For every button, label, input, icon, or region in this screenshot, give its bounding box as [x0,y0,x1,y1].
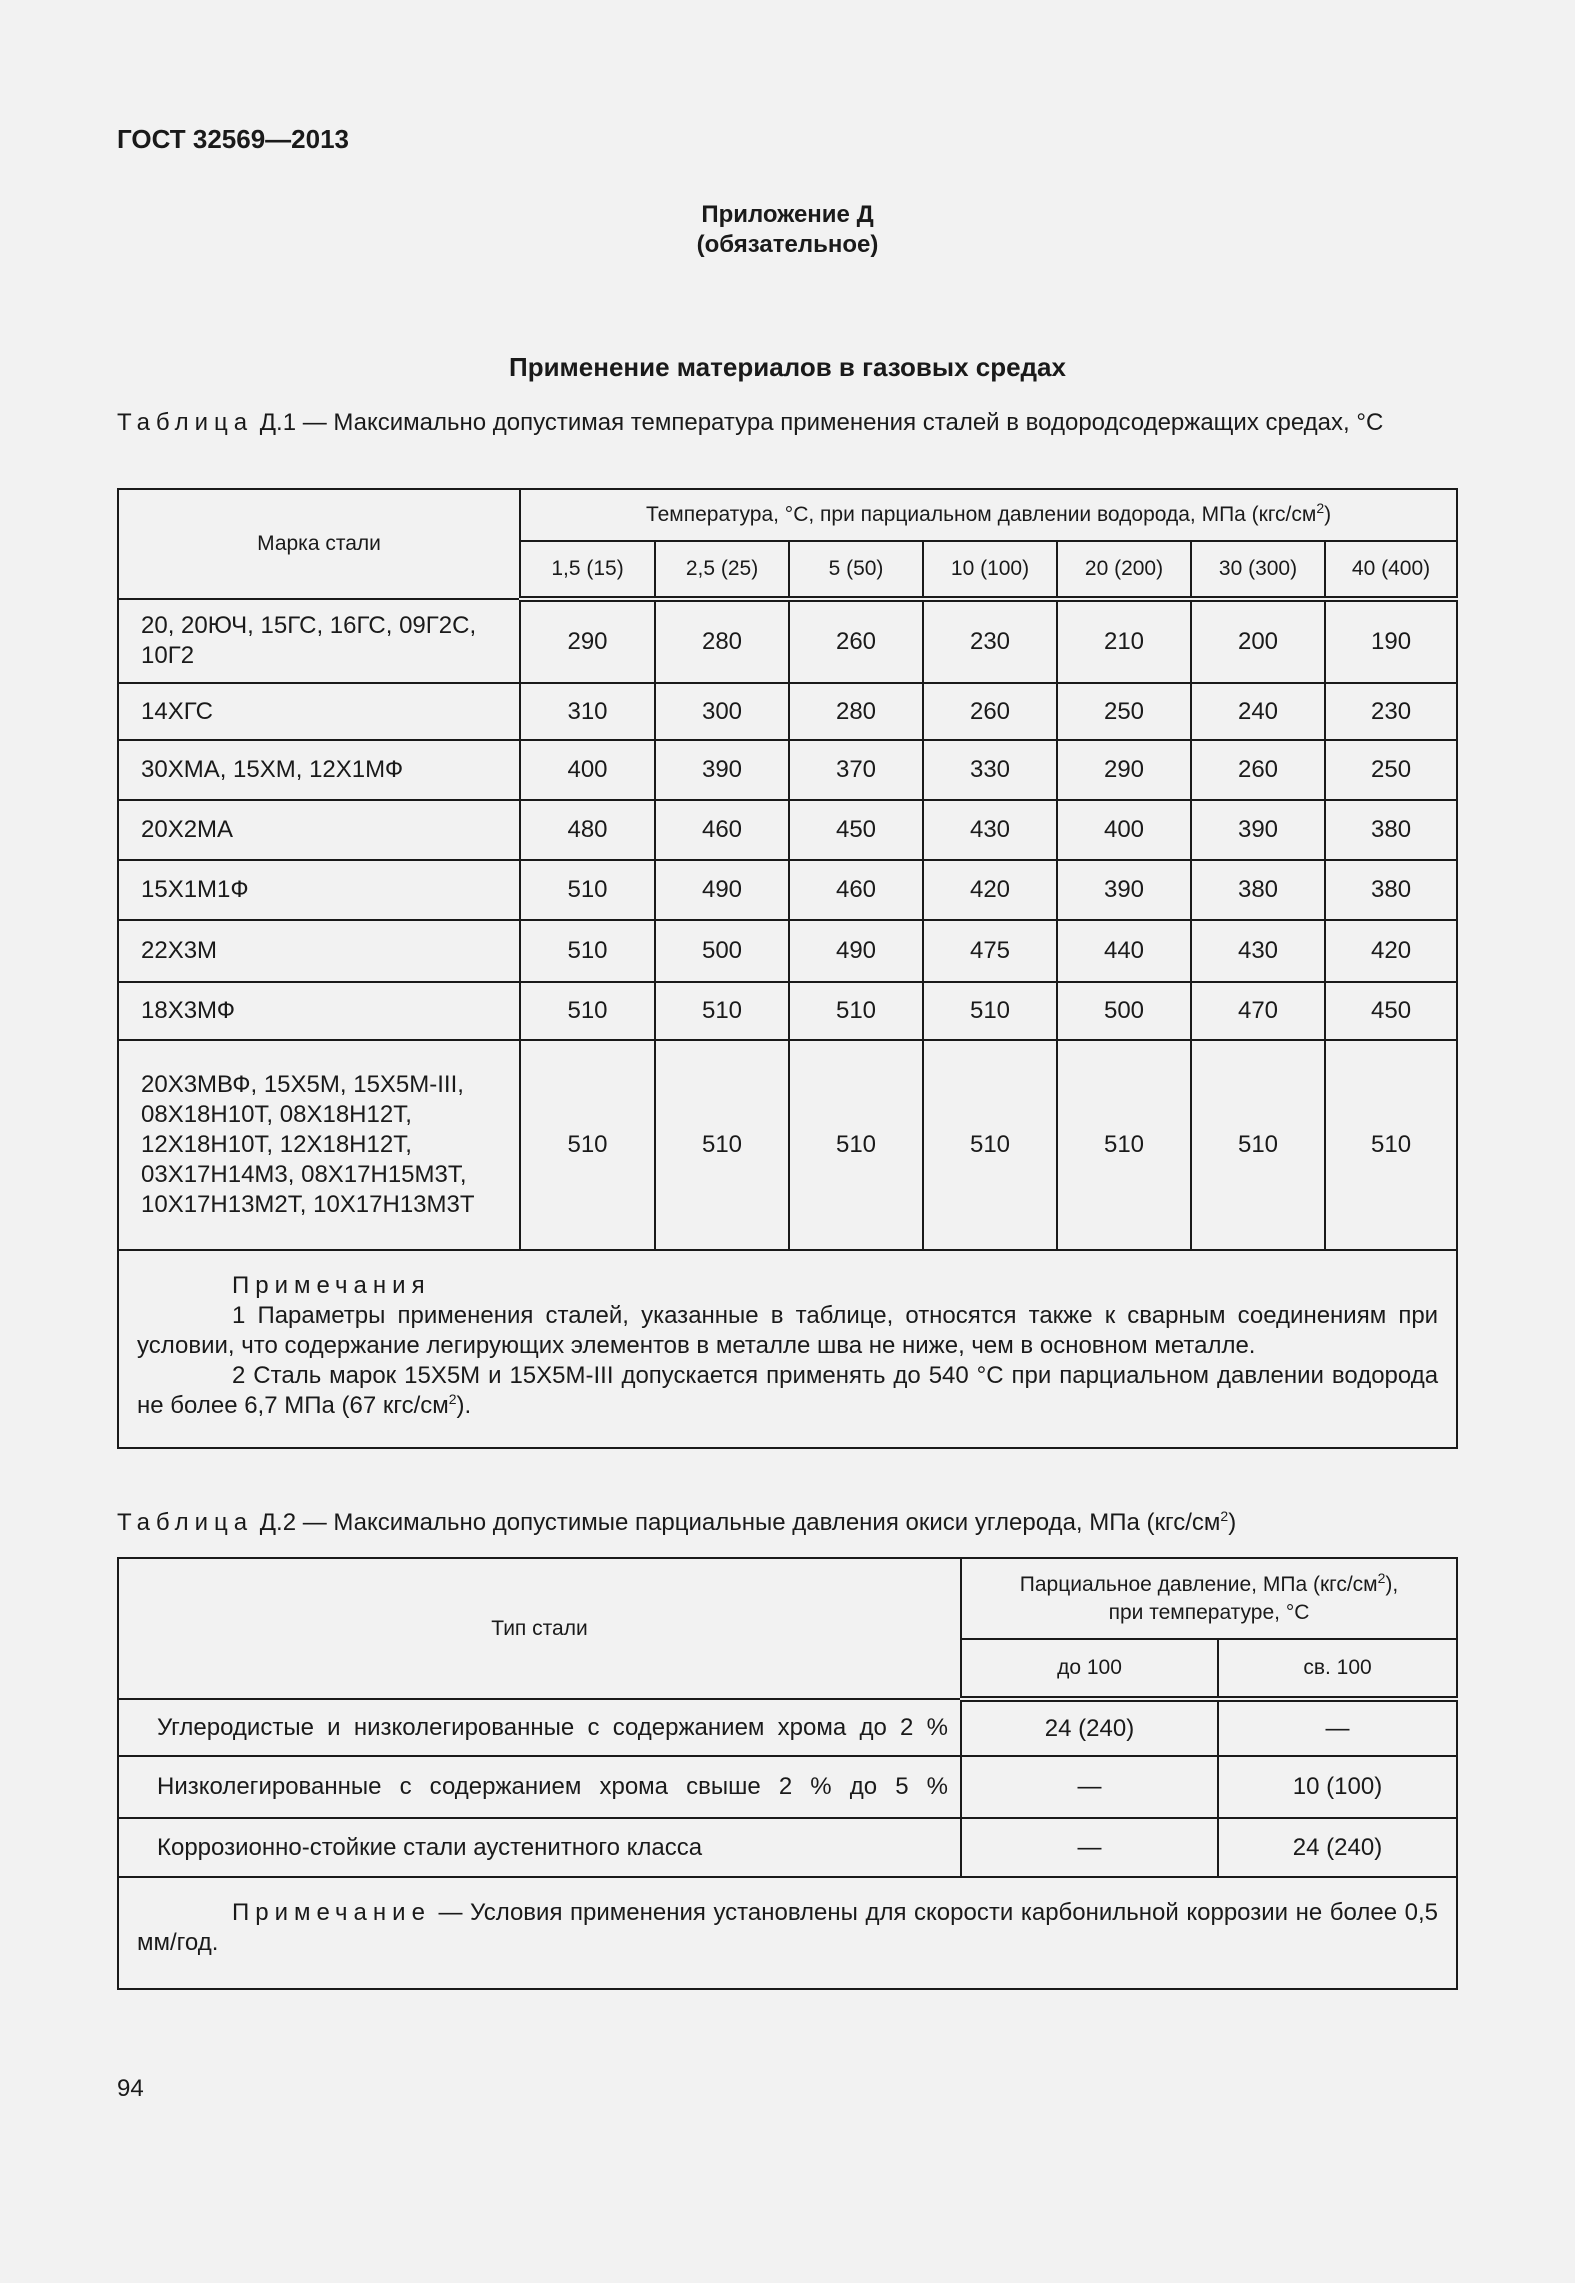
temperature-value: 310 [520,683,655,740]
temperature-value: 390 [655,740,789,800]
temperature-value: 420 [923,860,1057,920]
temperature-value: 500 [655,920,789,982]
col-header-pressure: Парциальное давление, МПа $(кгс/см^2)$, при температуре, °С [961,1558,1457,1639]
temperature-value: 370 [789,740,923,800]
pressure-value: 10 (100) [1218,1756,1457,1818]
temperature-value: 510 [520,920,655,982]
table2 [117,1557,1458,1990]
steel-type: Углеродистые и низколегированные с содержанием хрома до 2 % [118,1699,961,1756]
temperature-value: 260 [923,683,1057,740]
temperature-value: 430 [923,800,1057,860]
pressure-value: — [1218,1699,1457,1756]
section-title: Применение материалов в газовых средах [509,352,1066,382]
temperature-value: 450 [1325,982,1457,1040]
table-row [118,683,1457,740]
temperature-value: 510 [789,1040,923,1250]
pressure-value: 24 (240) [961,1699,1218,1756]
temperature-value: 510 [1191,1040,1325,1250]
page-number: 94 [117,2075,144,2102]
temperature-value: 230 [923,599,1057,683]
table-row [118,599,1457,683]
pressure-value: 24 (240) [1218,1818,1457,1877]
pressure-value: — [961,1756,1218,1818]
table2-caption: Таблица Д.2 — Максимально допустимые парциальные давления окиси углерода, МПа $(кгс/см^2)$ [117,1508,1237,1536]
steel-type: Низколегированные с содержанием хрома свыше 2 % до 5 % [118,1756,961,1818]
table-row [118,1040,1457,1250]
temperature-value: 250 [1325,740,1457,800]
table-row [118,860,1457,920]
col-header-temp-2: св. 100 [1218,1639,1457,1699]
col-header-pressure: 30 (300) [1191,541,1325,599]
col-header-pressure: 2,5 (25) [655,541,789,599]
temperature-value: 440 [1057,920,1191,982]
col-header-type: Тип стали [118,1558,961,1699]
steel-type: Коррозионно-стойкие стали аустенитного класса [118,1818,961,1877]
table1-notes: Примечания 1 Параметры применения сталей, указанные в таблице, относятся также к сварным соединениям при условии, что содержание легирующих элементов в металле шва не ниже, чем в основном металле. 2 Сталь марок 15Х5М и 15Х5М-III допускается применять до 540 °С при парциальном давлении водорода не более 6,7 МПа (67 кгс/$см^2$). [118,1250,1457,1448]
table1-caption: Таблица Д.1 — Максимально допустимая температура применения сталей в водородсодержащих средах, °С [117,409,1384,436]
col-header-pressure: 1,5 (15) [520,541,655,599]
temperature-value: 475 [923,920,1057,982]
temperature-value: 290 [520,599,655,683]
temperature-value: 510 [923,1040,1057,1250]
temperature-value: 460 [655,800,789,860]
temperature-value: 280 [655,599,789,683]
temperature-value: 490 [655,860,789,920]
appendix-title: Приложение Д [701,201,874,228]
temperature-value: 430 [1191,920,1325,982]
temperature-value: 380 [1191,860,1325,920]
temperature-value: 300 [655,683,789,740]
temperature-value: 510 [789,982,923,1040]
temperature-value: 380 [1325,800,1457,860]
temperature-value: 290 [1057,740,1191,800]
document-header: ГОСТ 32569—2013 [117,124,349,154]
temperature-value: 510 [923,982,1057,1040]
temperature-value: 250 [1057,683,1191,740]
steel-grade: 18Х3МФ [118,982,520,1040]
temperature-value: 400 [520,740,655,800]
steel-grade: 30ХМА, 15ХМ, 12Х1МФ [118,740,520,800]
temperature-value: 510 [520,1040,655,1250]
table-row [118,800,1457,860]
temperature-value: 510 [655,982,789,1040]
temperature-value: 400 [1057,800,1191,860]
table-row [118,982,1457,1040]
steel-grade: 20Х3МВФ, 15Х5М, 15Х5М-III, 08Х18Н10Т, 08Х18Н12Т, 12Х18Н10Т, 12Х18Н12Т, 03Х17Н14М3, 08Х17Н15М3Т, 10Х17Н13М2Т, 10Х17Н13М3Т [118,1040,520,1250]
table-row [118,1699,1457,1756]
temperature-value: 260 [1191,740,1325,800]
col-header-temp-1: до 100 [961,1639,1218,1699]
temperature-value: 390 [1057,860,1191,920]
temperature-value: 380 [1325,860,1457,920]
temperature-value: 190 [1325,599,1457,683]
col-header-pressure: 40 (400) [1325,541,1457,599]
table-row [118,1756,1457,1818]
temperature-value: 330 [923,740,1057,800]
temperature-value: 510 [1325,1040,1457,1250]
temperature-value: 230 [1325,683,1457,740]
temperature-value: 240 [1191,683,1325,740]
steel-grade: 15Х1М1Ф [118,860,520,920]
steel-grade: 14ХГС [118,683,520,740]
temperature-value: 260 [789,599,923,683]
col-header-pressure: 20 (200) [1057,541,1191,599]
table-row [118,1818,1457,1877]
temperature-value: 390 [1191,800,1325,860]
temperature-value: 480 [520,800,655,860]
temperature-value: 510 [520,860,655,920]
steel-grade: 20, 20ЮЧ, 15ГС, 16ГС, 09Г2С, 10Г2 [118,599,520,683]
appendix-status: (обязательное) [696,231,879,258]
steel-grade: 22Х3М [118,920,520,982]
col-header-temperature: Температура, °С, при парциальном давлении водорода, МПа $(кгс/см^2)$ [520,489,1457,541]
temperature-value: 470 [1191,982,1325,1040]
temperature-value: 210 [1057,599,1191,683]
temperature-value: 510 [1057,1040,1191,1250]
temperature-value: 510 [520,982,655,1040]
table-row [118,740,1457,800]
temperature-value: 420 [1325,920,1457,982]
temperature-value: 460 [789,860,923,920]
temperature-value: 200 [1191,599,1325,683]
temperature-value: 280 [789,683,923,740]
pressure-value: — [961,1818,1218,1877]
col-header-steel: Марка стали [118,489,520,599]
table2-note: Примечание — Условия применения установлены для скорости карбонильной коррозии не более 0,5 мм/год. [118,1877,1457,1989]
table1 [117,488,1458,1449]
temperature-value: 450 [789,800,923,860]
table-row [118,920,1457,982]
col-header-pressure: 10 (100) [923,541,1057,599]
temperature-value: 510 [655,1040,789,1250]
col-header-pressure: 5 (50) [789,541,923,599]
temperature-value: 500 [1057,982,1191,1040]
steel-grade: 20Х2МА [118,800,520,860]
temperature-value: 490 [789,920,923,982]
